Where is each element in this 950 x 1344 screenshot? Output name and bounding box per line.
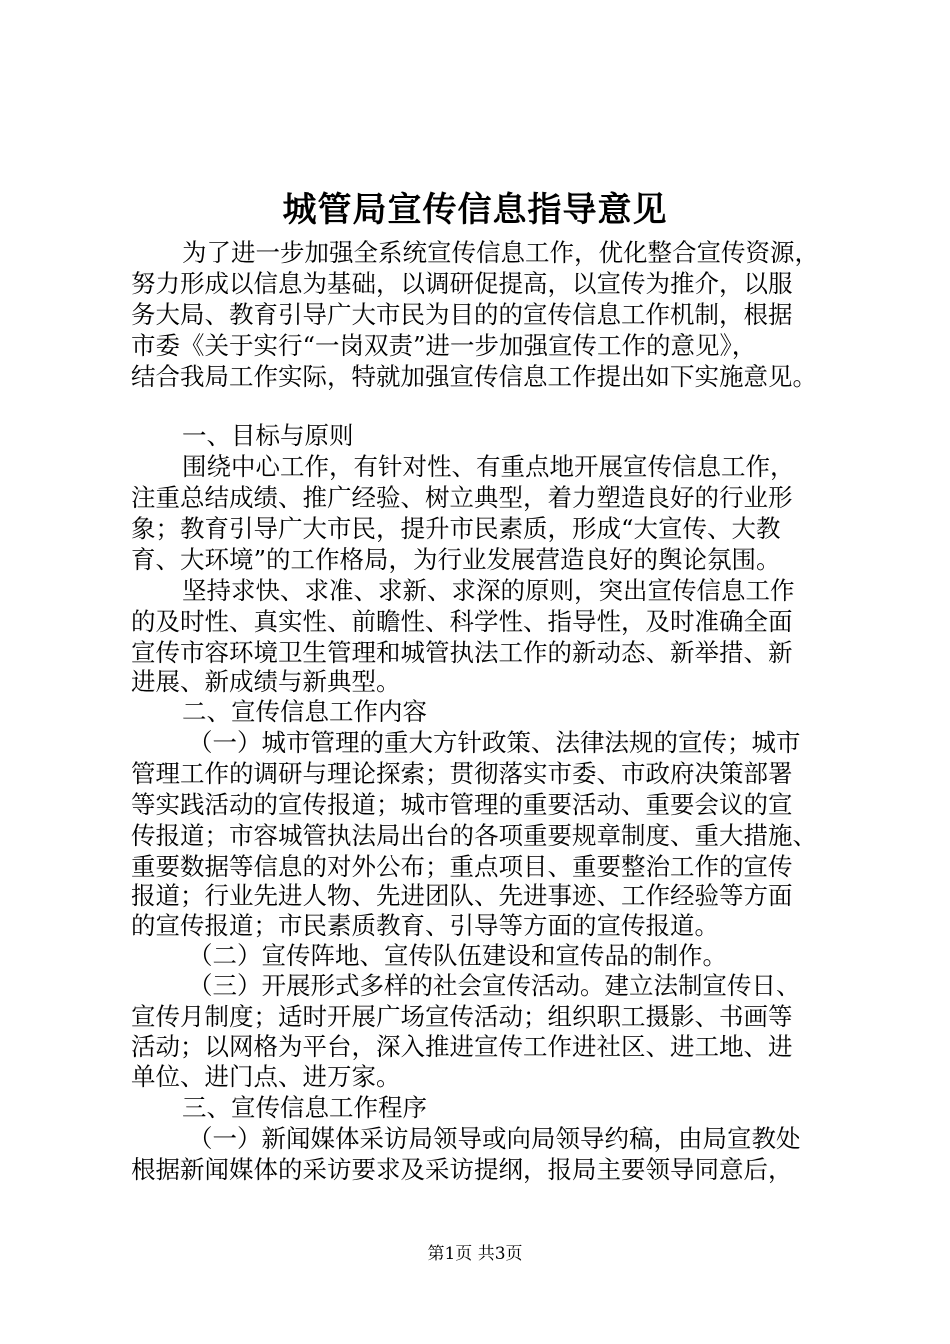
- paragraph-line: 注重总结成绩、推广经验、树立典型，着力塑造良好的行业形: [131, 483, 793, 512]
- paragraph-line: 重要数据等信息的对外公布；重点项目、重要整治工作的宣传: [131, 852, 793, 881]
- paragraph-line: 等实践活动的宣传报道；城市管理的重要活动、重要会议的宣: [131, 790, 793, 819]
- section-heading: 二、宣传信息工作内容: [182, 697, 427, 726]
- section-heading: 三、宣传信息工作程序: [182, 1093, 427, 1122]
- paragraph-line: 根据新闻媒体的采访要求及采访提纲，报局主要领导同意后，: [131, 1155, 793, 1184]
- paragraph-line: （一）新闻媒体采访局领导或向局领导约稿，由局宣教处: [188, 1124, 801, 1153]
- paragraph-line: 务大局、教育引导广大市民为目的的宣传信息工作机制，根据: [131, 300, 793, 329]
- paragraph-line: （一）城市管理的重大方针政策、法律法规的宣传；城市: [188, 728, 801, 757]
- paragraph-line: 育、大环境”的工作格局，为行业发展营造良好的舆论氛围。: [131, 545, 781, 574]
- paragraph-line: 单位、进门点、进万家。: [131, 1062, 401, 1091]
- paragraph-line: 宣传市容环境卫生管理和城管执法工作的新动态、新举措、新: [131, 638, 793, 667]
- paragraph-line: 管理工作的调研与理论探索；贯彻落实市委、市政府决策部署: [131, 759, 793, 788]
- paragraph-line: 活动；以网格为平台，深入推进宣传工作进社区、进工地、进: [131, 1032, 793, 1061]
- paragraph-line: 围绕中心工作，有针对性、有重点地开展宣传信息工作，: [182, 452, 795, 481]
- paragraph-line: 市委《关于实行“一岗双责”进一步加强宣传工作的意见》，: [131, 331, 757, 360]
- paragraph-line: 报道；行业先进人物、先进团队、先进事迹、工作经验等方面: [131, 881, 793, 910]
- paragraph-line: （二）宣传阵地、宣传队伍建设和宣传品的制作。: [188, 941, 727, 970]
- paragraph-line: 宣传月制度；适时开展广场宣传活动；组织职工摄影、书画等: [131, 1002, 793, 1031]
- section-heading: 一、目标与原则: [182, 421, 354, 450]
- paragraph-line: 坚持求快、求准、求新、求深的原则，突出宣传信息工作: [182, 576, 795, 605]
- paragraph-line: 为了进一步加强全系统宣传信息工作，优化整合宣传资源，: [182, 238, 819, 267]
- page-number-footer: 第1页 共3页: [427, 1244, 523, 1264]
- paragraph-line: 象；教育引导广大市民，提升市民素质，形成“大宣传、大教: [131, 514, 781, 543]
- paragraph-line: 传报道；市容城管执法局出台的各项重要规章制度、重大措施、: [131, 821, 817, 850]
- paragraph-line: 进展、新成绩与新典型。: [131, 667, 401, 696]
- document-title: 城管局宣传信息指导意见: [282, 190, 668, 230]
- paragraph-line: 的及时性、真实性、前瞻性、科学性、指导性，及时准确全面: [131, 607, 793, 636]
- paragraph-line: 的宣传报道；市民素质教育、引导等方面的宣传报道。: [131, 911, 719, 940]
- paragraph-line: 结合我局工作实际，特就加强宣传信息工作提出如下实施意见。: [131, 362, 817, 391]
- paragraph-line: （三）开展形式多样的社会宣传活动。建立法制宣传日、: [188, 971, 801, 1000]
- paragraph-line: 努力形成以信息为基础，以调研促提高，以宣传为推介，以服: [131, 269, 793, 298]
